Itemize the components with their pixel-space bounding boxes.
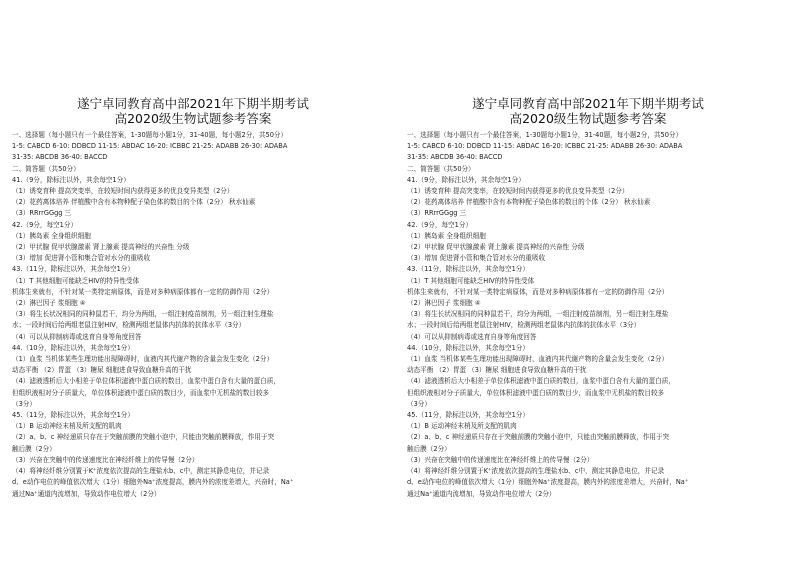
answer-line: 动态平衡 （2）胃蛋 （3）糖尿 细胞进食导致血糖升高的干扰 <box>12 366 192 375</box>
answer-line: （2）a、b、c 神经递质只存在于突触前膜的突触小泡中，只能由突触前膜释放，作用于突 <box>407 433 670 442</box>
answer-column-left <box>12 96 374 500</box>
answer-line: （1）B 运动神经末梢及所支配的肌肉 <box>12 422 122 431</box>
answer-line: 动态平衡 （2）胃蛋 （3）糖尿 细胞进食导致血糖升高的干扰 <box>407 366 587 375</box>
answer-line: （4）将神经纤维分别置于K⁺浓度依次提高的生理盐水b、c中，测定其静息电位，并记录 <box>12 467 270 476</box>
answer-line: （2）花药离体培养 伴植酸中含有本物种配子染色体的数目的个体（2分） 秋水仙素 <box>407 198 651 207</box>
answer-line: （3）增加 促进肾小管和集合管对水分的重吸收 <box>407 254 546 263</box>
answer-line: 45.（11分，除标注以外，其余每空1分） <box>407 411 529 420</box>
answer-line: d、e动作电位的峰值依次增大（1分）细胞外Na⁺浓度提高，膜内外的浓度差增大，兴奋时，Na⁺ <box>12 478 294 487</box>
answer-line: （3）增加 促进肾小管和集合管对水分的重吸收 <box>12 254 151 263</box>
answer-line: 触后膜（2分） <box>12 444 56 453</box>
answer-line: （2）甲状腺 促甲状腺激素 肾上腺素 提高神经的兴奋性 分级 <box>12 243 190 252</box>
answer-line: 水；一段时间后给两组老鼠注射HIV，检测两组老鼠体内抗体的抗体水平（3分） <box>12 321 246 330</box>
answer-line: （3分） <box>407 399 431 408</box>
answer-line: （1）血浆 当机体某些生理功能出现障碍时，血液内其代谢产物的含量会发生变化（2分） <box>407 355 669 364</box>
answer-line: 但组织液相对分子质量大，单位体积滤液中蛋白质的数目少，而血浆中无机盐的数目较多 <box>407 388 665 397</box>
answer-line: （2）淋巴因子 浆细胞 ④ <box>407 299 481 308</box>
answer-line: （1）血浆 当机体某些生理功能出现障碍时，血液内其代谢产物的含量会发生变化（2分） <box>12 355 274 364</box>
answer-line: 41.（9分，除标注以外，其余每空1分） <box>407 175 525 184</box>
answer-body <box>407 130 769 500</box>
answer-line: （3分） <box>12 399 36 408</box>
answer-line: （3）将生长状况相同的同种鼠若干，均分为两组，一组注射疫苗制剂，另一组注射生理盐 <box>407 310 669 319</box>
answer-line: 42.（9分，每空1分） <box>12 220 78 229</box>
answer-line: 二、简答题（共50分） <box>12 164 80 173</box>
answer-line: 43.（11分，除标注以外，其余每空1分） <box>407 265 529 274</box>
answer-line: 43.（11分，除标注以外，其余每空1分） <box>12 265 134 274</box>
answer-line: （1）T 其他细胞可能缺乏HIV的特异性受体 <box>12 276 140 285</box>
answer-line: 水；一段时间后给两组老鼠注射HIV，检测两组老鼠体内抗体的抗体水平（3分） <box>407 321 641 330</box>
answer-line: （2）甲状腺 促甲状腺激素 肾上腺素 提高神经的兴奋性 分级 <box>407 243 585 252</box>
answer-line: （1）诱变育种 提高突变率，在较短时间内获得更多的优良变异类型（2分） <box>407 187 629 196</box>
answer-line: 44.（10分，除标注以外，其余每空1分） <box>12 343 134 352</box>
answer-line: 一、选择题（每小题只有一个最佳答案，1-30题每小题1分，31-40题，每小题2分，共50分） <box>12 131 288 139</box>
answer-line: 二、简答题（共50分） <box>407 164 475 173</box>
answer-line: （3）兴奋在突触中的传递速度比在神经纤维上的传导慢（2分） <box>407 455 594 464</box>
answer-line: （4）滤液透析后大小相差于单位体积滤液中蛋白质的数目，血浆中蛋白含有大量的蛋白质， <box>12 377 280 386</box>
answer-line: （2）a、b、c 神经递质只存在于突触前膜的突触小泡中，只能由突触前膜释放，作用于突 <box>12 433 275 442</box>
answer-line: 但组织液相对分子质量大，单位体积滤液中蛋白质的数目少，而血浆中无机盐的数目较多 <box>12 388 270 397</box>
answer-line: （4）滤液透析后大小相差于单位体积滤液中蛋白质的数目，血浆中蛋白含有大量的蛋白质， <box>407 377 675 386</box>
answer-line: （3）将生长状况相同的同种鼠若干，均分为两组，一组注射疫苗制剂，另一组注射生理盐 <box>12 310 274 319</box>
answer-line: d、e动作电位的峰值依次增大（1分）细胞外Na⁺浓度提高，膜内外的浓度差增大，兴奋时，Na⁺ <box>407 478 689 487</box>
answer-line: 42.（9分，每空1分） <box>407 220 473 229</box>
answer-line: 44.（10分，除标注以外，其余每空1分） <box>407 343 529 352</box>
answer-line: 通过Na⁺通道内流增加，导致动作电位增大（2分） <box>12 489 161 498</box>
answer-line: 41.（9分，除标注以外，其余每空1分） <box>12 175 130 184</box>
answer-line: （4）将神经纤维分别置于K⁺浓度依次提高的生理盐水b、c中，测定其静息电位，并记录 <box>407 467 665 476</box>
answer-line: 1-5: CABCD 6-10: DDBCD 11-15: ABDAC 16-20: ICBBC 21-25: ADABB 26-30: ADABA <box>407 142 683 151</box>
answer-line: （3）RRrrGGgg 三 <box>407 209 467 218</box>
answer-line: （1）胰岛素 全身组织细胞 <box>407 231 486 240</box>
answer-line: 45.（11分，除标注以外，其余每空1分） <box>12 411 134 420</box>
answer-line: 31-35: ABCDB 36-40: BACCD <box>407 153 503 162</box>
answer-line: （3）兴奋在突触中的传递速度比在神经纤维上的传导慢（2分） <box>12 455 199 464</box>
answer-line: （2）花药离体培养 伴植酸中含有本物种配子染色体的数目的个体（2分） 秋水仙素 <box>12 198 256 207</box>
title-line-1: 遂宁卓同教育高中部2021年下期半期考试 <box>77 96 309 111</box>
answer-line: （1）胰岛素 全身组织细胞 <box>12 231 91 240</box>
title-line-2: 高2020级生物试题参考答案 <box>114 111 272 126</box>
answer-line: （3）RRrrGGgg 三 <box>12 209 72 218</box>
answer-line: （4）可以从抑制病毒或选育自身等角度回答 <box>12 332 142 341</box>
title-line-2: 高2020级生物试题参考答案 <box>509 111 667 126</box>
answer-line: （4）可以从抑制病毒或选育自身等角度回答 <box>407 332 537 341</box>
answer-line: 1-5: CABCD 6-10: DDBCD 11-15: ABDAC 16-20: ICBBC 21-25: ADABB 26-30: ADABA <box>12 142 288 151</box>
answer-line: （1）B 运动神经末梢及所支配的肌肉 <box>407 422 517 431</box>
answer-line: 机体生来就有，不针对某一类特定病原体，而是对多种病原体都有一定的防御作用（2分） <box>407 287 669 296</box>
answer-line: （1）诱变育种 提高突变率，在较短时间内获得更多的优良变异类型（2分） <box>12 187 234 196</box>
answer-line: 触后膜（2分） <box>407 444 451 453</box>
answer-line: 31-35: ABCDB 36-40: BACCD <box>12 153 108 162</box>
answer-line: 一、选择题（每小题只有一个最佳答案，1-30题每小题1分，31-40题，每小题2分，共50分） <box>407 131 683 139</box>
answer-body <box>12 130 374 500</box>
answer-line: （1）T 其他细胞可能缺乏HIV的特异性受体 <box>407 276 535 285</box>
answer-line: 通过Na⁺通道内流增加，导致动作电位增大（2分） <box>407 489 556 498</box>
answer-line: 机体生来就有，不针对某一类特定病原体，而是对多种病原体都有一定的防御作用（2分） <box>12 287 274 296</box>
answer-line: （2）淋巴因子 浆细胞 ④ <box>12 299 86 308</box>
title-line-1: 遂宁卓同教育高中部2021年下期半期考试 <box>472 96 704 111</box>
answer-column-right <box>407 96 769 500</box>
